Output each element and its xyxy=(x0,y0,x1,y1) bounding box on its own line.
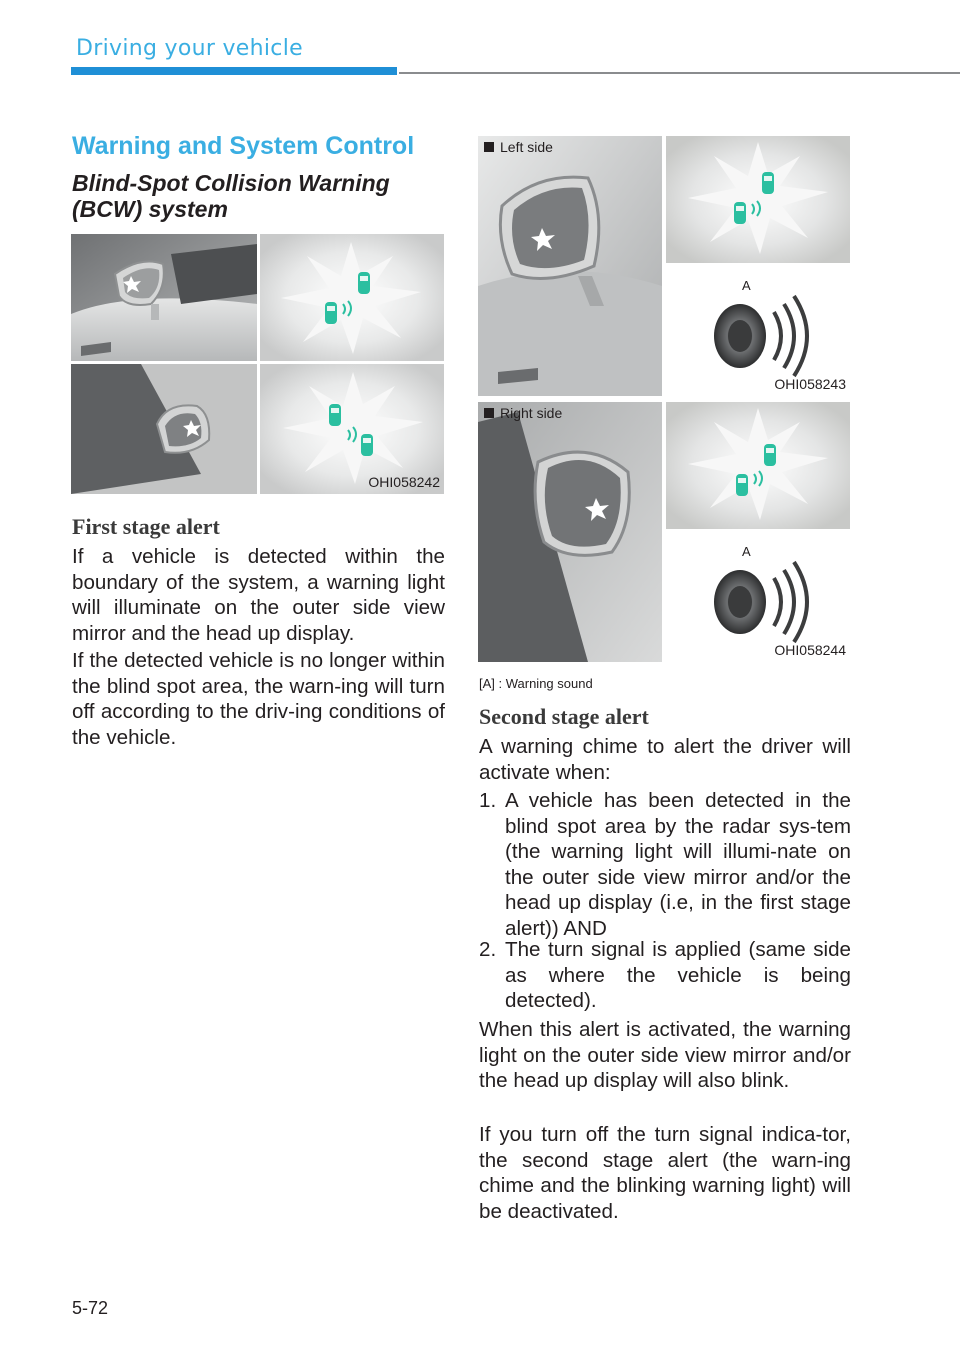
section-title: Warning and System Control xyxy=(72,132,415,160)
first-stage-paragraph-2: If the detected vehicle is no longer within the blind spot area, the warn-ing will turn off according to the driv-ing conditions of the vehicle. xyxy=(72,649,445,749)
second-stage-intro: A warning chime to alert the driver will activate when: xyxy=(479,735,851,784)
square-bullet-icon xyxy=(484,142,494,152)
figure-code: OHI058244 xyxy=(774,642,846,658)
second-stage-heading: Second stage alert xyxy=(479,704,649,729)
figure-code: OHI058243 xyxy=(774,376,846,392)
figure-code: OHI058242 xyxy=(368,474,440,490)
first-stage-paragraph-1: If a vehicle is detected within the boundary of the system, a warning light will illuminate on the outer side view mirror and the head up display. xyxy=(72,545,445,645)
speaker-letter: A xyxy=(742,278,751,293)
list-item-1 xyxy=(479,788,851,941)
list-number: 1. xyxy=(479,789,497,812)
second-stage-paragraph-1: When this alert is activated, the warning light on the outer side view mirror and/or the head up display will also blink. xyxy=(479,1018,851,1092)
right-side-label xyxy=(484,405,562,421)
right-side-illustration xyxy=(478,402,850,662)
subsection-title: Blind-Spot Collision Warning (BCW) system xyxy=(72,170,390,222)
first-stage-heading: First stage alert xyxy=(72,514,220,539)
left-side-figure xyxy=(478,136,850,396)
header-accent-bar xyxy=(71,67,397,75)
page-number: 5-72 xyxy=(72,1298,109,1318)
left-side-label-text: Left side xyxy=(500,139,553,155)
header-rule xyxy=(399,72,960,74)
second-stage-paragraph-2: If you turn off the turn signal indica-tor, the second stage alert (the warn-ing chime and the blinking warning light) will be deactivated. xyxy=(479,1123,851,1223)
square-bullet-icon xyxy=(484,408,494,418)
list-number: 2. xyxy=(479,938,497,961)
right-side-figure xyxy=(478,402,850,662)
speaker-letter: A xyxy=(742,544,751,559)
figure-caption: [A] : Warning sound xyxy=(479,676,593,691)
left-side-label xyxy=(484,139,553,155)
list-text: The turn signal is applied (same side as where the vehicle is being detected). xyxy=(505,938,851,1012)
left-side-illustration xyxy=(478,136,850,396)
list-item-2 xyxy=(479,937,851,1014)
right-side-label-text: Right side xyxy=(500,405,563,421)
chapter-title: Driving your vehicle xyxy=(76,36,303,61)
bcw-overview-figure xyxy=(71,234,444,494)
bcw-overview-illustration xyxy=(71,234,444,494)
list-text: A vehicle has been detected in the blind spot area by the radar sys-tem (the warning light will illumi-nate on the outer side view mirror and/or the head up display (i.e, in the first stage alert)) AND xyxy=(505,789,851,940)
